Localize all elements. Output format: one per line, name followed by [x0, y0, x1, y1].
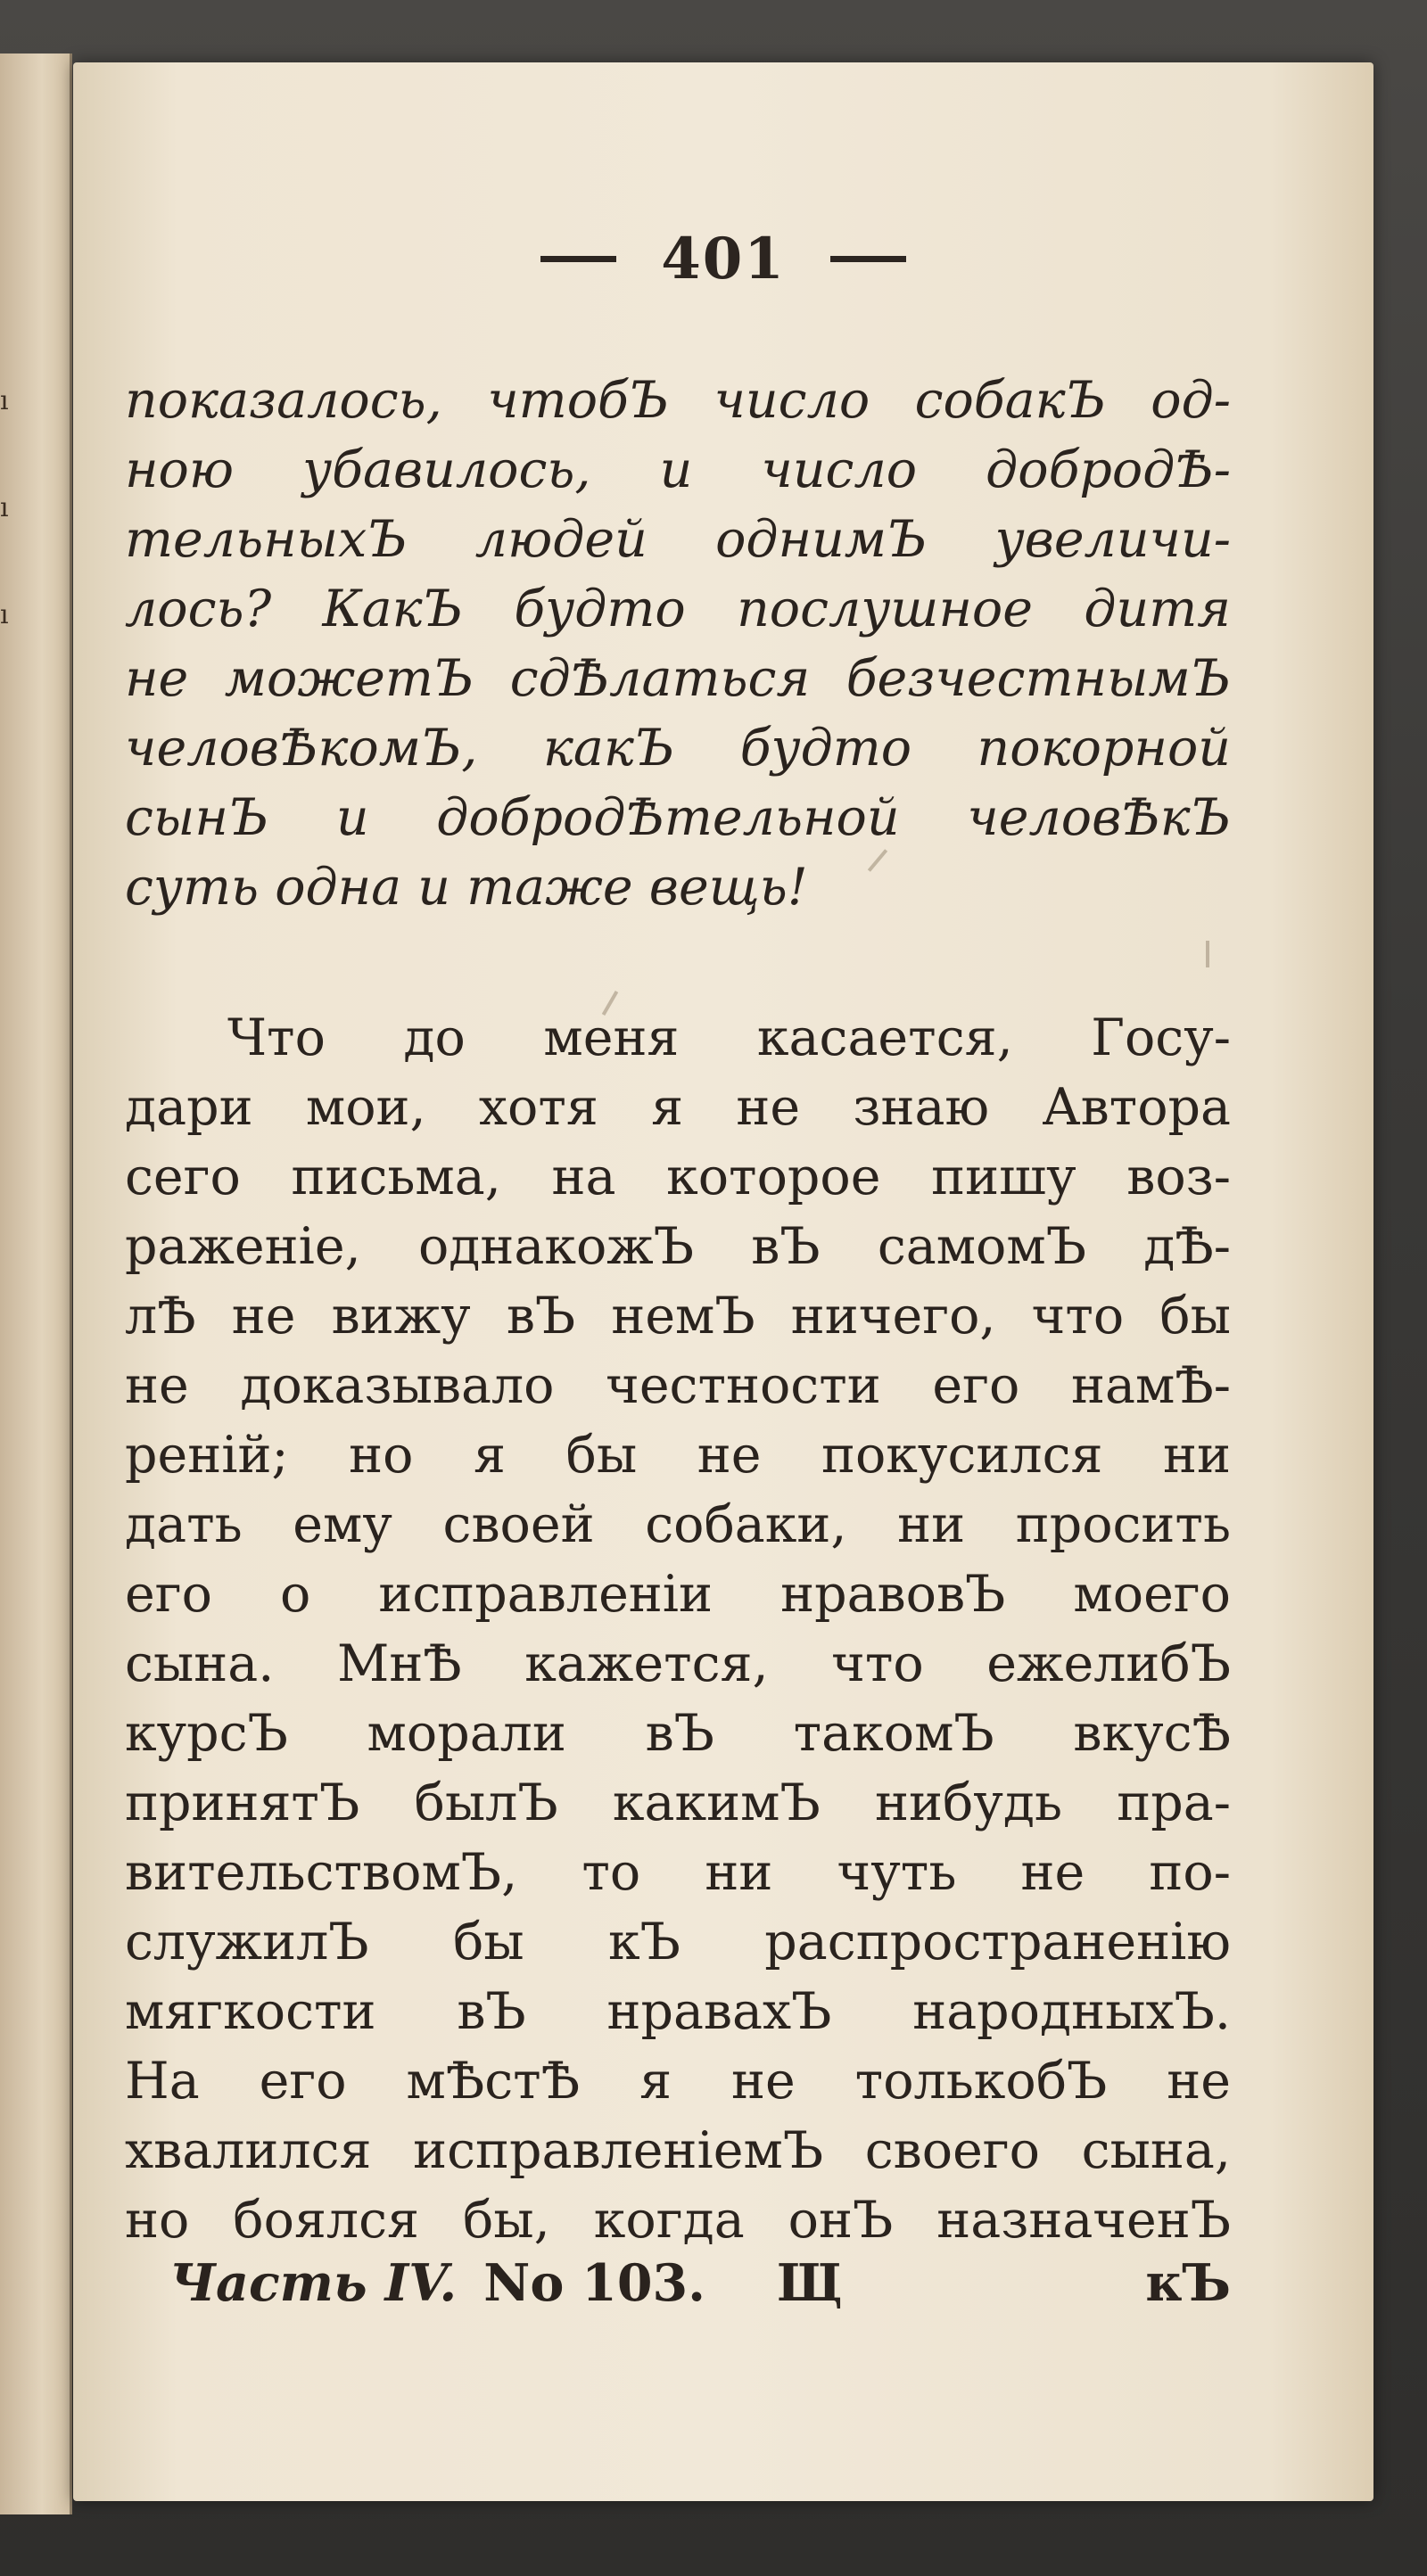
paper-speck — [1206, 941, 1209, 967]
header-dash-left — [540, 256, 616, 262]
signature-mark: Щ — [777, 2252, 843, 2313]
text-line: служилЪ бы кЪ распространенію — [125, 1913, 1231, 1971]
text-line: не можетЪ сдѢлаться безчестнымЪ — [125, 649, 1231, 708]
text-line: ною убавилось, и число добродѢ- — [125, 440, 1231, 499]
catchword: кЪ — [1145, 2252, 1231, 2313]
mark: ı — [0, 492, 9, 523]
text-line: сего письма, на которое пишу воз- — [125, 1148, 1231, 1206]
text-line: лѢ не вижу вЪ немЪ ничего, что бы — [125, 1287, 1231, 1346]
text-line: но боялся бы, когда онЪ назначенЪ — [125, 2191, 1231, 2250]
paragraph-1 — [125, 366, 1231, 922]
facing-page-marks — [0, 348, 18, 669]
text-line: На его мѢстѢ я не толькобЪ не — [125, 2052, 1231, 2111]
text-line: показалось, чтобЪ число собакЪ од- — [125, 371, 1231, 430]
issue-number: No 103. — [483, 2252, 706, 2313]
page-header — [73, 218, 1373, 299]
text-line: сынЪ и добродѢтельной человѢкЪ — [125, 788, 1231, 847]
text-line: человѢкомЪ, какЪ будто покорной — [125, 719, 1231, 778]
header-dash-right — [830, 256, 906, 262]
text-line: лось? КакЪ будто послушное дитя — [125, 580, 1231, 638]
page-number: 401 — [661, 225, 786, 292]
text-line: Что до меня касается, Госу- — [227, 1008, 1231, 1067]
book-page — [73, 62, 1373, 2501]
paragraph-2 — [125, 1003, 1231, 2255]
text-line: тельныхЪ людей однимЪ увеличи- — [125, 510, 1231, 569]
text-line: дать ему своей собаки, ни просить — [125, 1495, 1231, 1554]
text-line: суть одна и таже вещь! — [125, 858, 808, 917]
text-line: дари мои, хотя я не знаю Автора — [125, 1078, 1231, 1137]
mark: ı — [0, 599, 9, 630]
text-line: курсЪ морали вЪ такомЪ вкусѢ — [125, 1704, 1231, 1763]
facing-page-edge — [0, 53, 72, 2514]
text-line: раженіе, однакожЪ вЪ самомЪ дѢ- — [125, 1217, 1231, 1276]
text-line: вительствомЪ, то ни чуть не по- — [125, 1843, 1231, 1902]
text-line: мягкости вЪ нравахЪ народныхЪ. — [125, 1982, 1231, 2041]
mark: ı — [0, 385, 9, 416]
text-line: хвалился исправленіемЪ своего сына, — [125, 2121, 1231, 2180]
page-footer — [169, 2247, 1231, 2318]
text-line: его о исправленіи нравовЪ моего — [125, 1565, 1231, 1624]
part-label: Часть IV. — [169, 2252, 458, 2313]
text-line: сына. МнѢ кажется, что ежелибЪ — [125, 1634, 1231, 1693]
text-line: не доказывало честности его намѢ- — [125, 1356, 1231, 1415]
text-line: принятЪ былЪ какимЪ нибудь пра- — [125, 1774, 1231, 1832]
text-line: реній; но я бы не покусился ни — [125, 1426, 1231, 1485]
